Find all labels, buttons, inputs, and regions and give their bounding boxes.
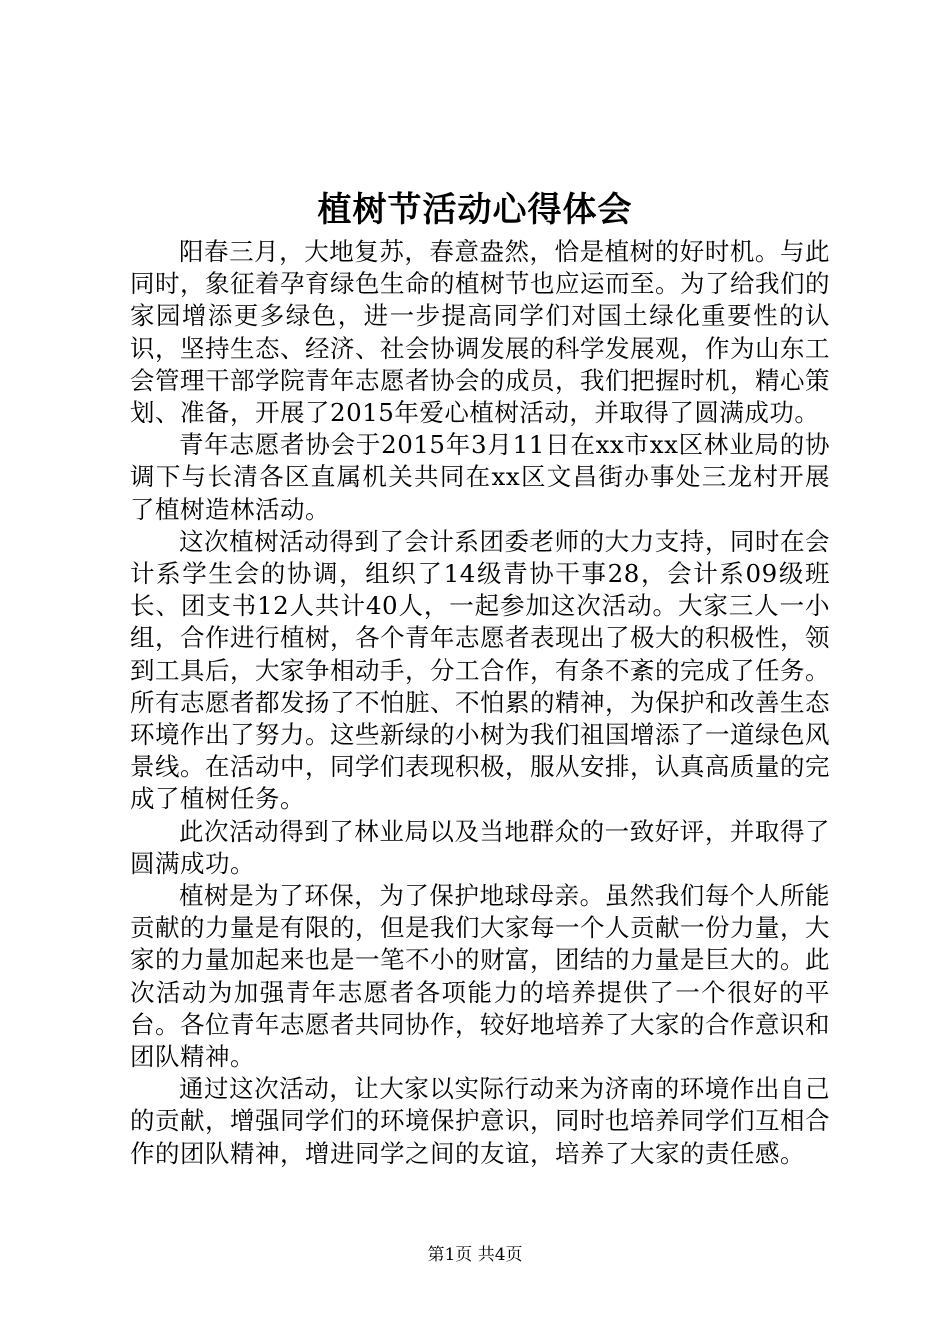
document-body (130, 236, 830, 1170)
paragraph-5: 植树是为了环保，为了保护地球母亲。虽然我们每个人所能贡献的力量是有限的，但是我们大家每一个人贡献一份力量，大家的力量加起来也是一笔不小的财富，团结的力量是巨大的。此次活动为加强青年志愿者各项能力的培养提供了一个很好的平台。各位青年志愿者共同协作，较好地培养了大家的合作意识和团队精神。 (130, 881, 830, 1072)
paragraph-4: 此次活动得到了林业局以及当地群众的一致好评，并取得了圆满成功。 (130, 816, 830, 878)
paragraph-6: 通过这次活动，让大家以实际行动来为济南的环境作出自己的贡献，增强同学们的环境保护意识，同时也培养同学们互相合作的团队精神，增进同学之间的友谊，培养了大家的责任感。 (130, 1074, 830, 1168)
paragraph-1: 阳春三月，大地复苏，春意盎然，恰是植树的好时机。与此同时，象征着孕育绿色生命的植树节也应运而至。为了给我们的家园增添更多绿色，进一步提高同学们对国土绿化重要性的认识，坚持生态、经济、社会协调发展的科学发展观，作为山东工会管理干部学院青年志愿者协会的成员，我们把握时机，精心策划、准备，开展了2015年爱心植树活动，并取得了圆满成功。 (130, 237, 830, 428)
paragraph-2: 青年志愿者协会于2015年3月11日在xx市xx区林业局的协调下与长清各区直属机关共同在xx区文昌街办事处三龙村开展了植树造林活动。 (130, 430, 830, 524)
page-number-footer: 第1页 共4页 (427, 1245, 523, 1265)
document-title: 植树节活动心得体会 (317, 190, 633, 230)
paragraph-3: 这次植树活动得到了会计系团委老师的大力支持，同时在会计系学生会的协调，组织了14级青协干事28，会计系09级班长、团支书12人共计40人，一起参加这次活动。大家三人一小组，合作进行植树，各个青年志愿者表现出了极大的积极性，领到工具后，大家争相动手，分工合作，有条不紊的完成了任务。所有志愿者都发扬了不怕脏、不怕累的精神，为保护和改善生态环境作出了努力。这些新绿的小树为我们祖国增添了一道绿色风景线。在活动中，同学们表现积极，服从安排，认真高质量的完成了植树任务。 (130, 526, 830, 814)
